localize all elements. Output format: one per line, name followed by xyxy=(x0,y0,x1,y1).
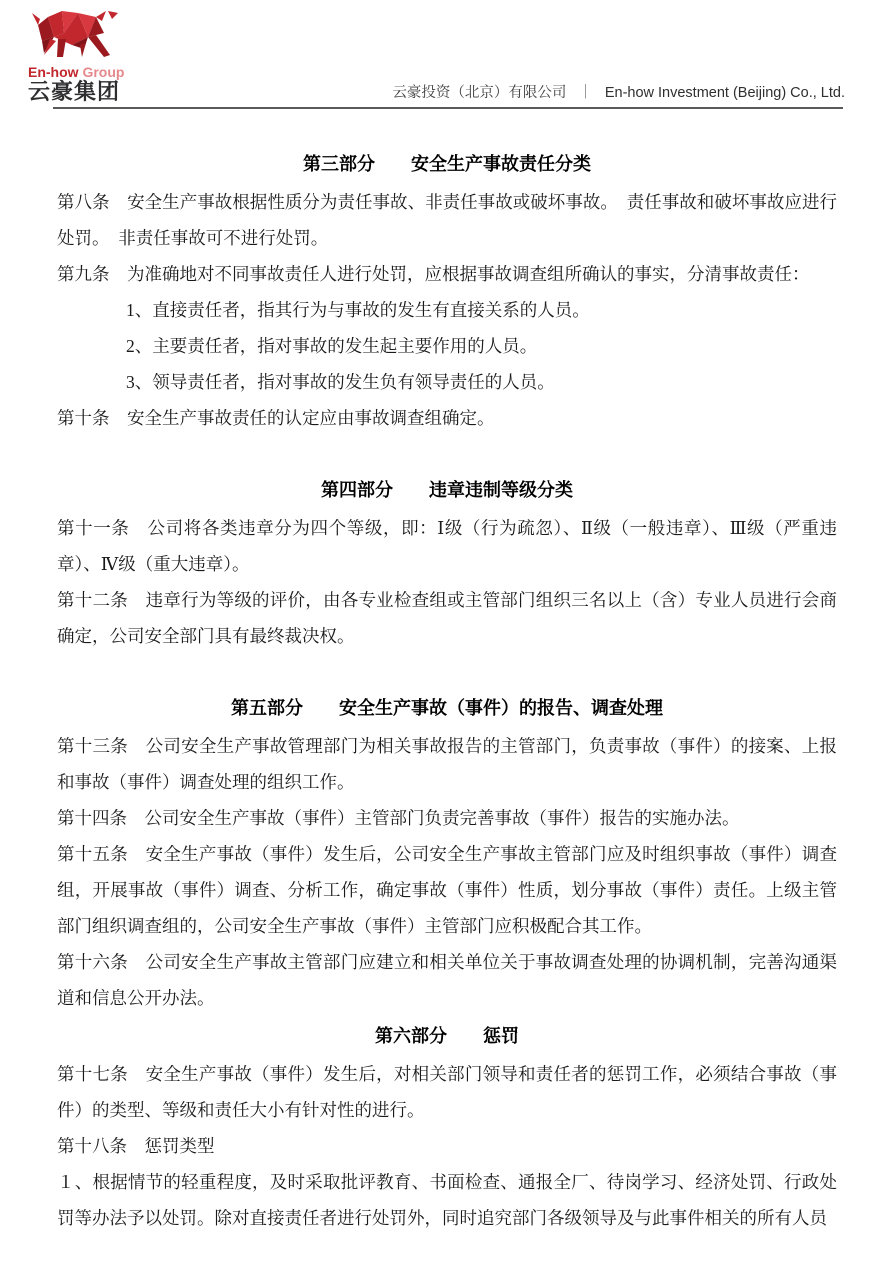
brand-name-en xyxy=(28,65,178,80)
paragraph: 第九条 为准确地对不同事故责任人进行处罚，应根据事故调查组所确认的事实，分清事故责任： xyxy=(57,264,810,284)
section-heading: 第三部分 安全生产事故责任分类 xyxy=(303,154,591,174)
company-logo xyxy=(28,10,178,103)
paragraph: 第十七条 安全生产事故（事件）发生后，对相关部门领导和责任者的惩罚工作，必须结合事故（事件）的类型、等级和责任大小有针对性的进行。 xyxy=(57,1064,837,1120)
brand-name-cn: 云豪集团 xyxy=(28,79,121,104)
document-section xyxy=(57,144,837,436)
document-section xyxy=(57,470,837,654)
paragraph: 1、直接责任者，指其行为与事故的发生有直接关系的人员。 xyxy=(126,300,590,320)
paragraph: 第十一条 公司将各类违章分为四个等级，即：Ⅰ级（行为疏忽）、Ⅱ级（一般违章）、Ⅲ级（严重违章）、Ⅳ级（重大违章）。 xyxy=(57,518,837,574)
document-body xyxy=(57,138,837,1236)
document-section xyxy=(57,688,837,1016)
paragraph: 2、主要责任者，指对事故的发生起主要作用的人员。 xyxy=(126,336,538,356)
document-section xyxy=(57,1016,837,1236)
company-name-separator: ｜ xyxy=(578,85,593,101)
paragraph: 第十三条 公司安全生产事故管理部门为相关事故报告的主管部门，负责事故（事件）的接案、上报和事故（事件）调查处理的组织工作。 xyxy=(57,736,837,792)
letterhead-company-line xyxy=(392,81,845,102)
paragraph: 第十八条 惩罚类型 xyxy=(57,1136,215,1156)
paragraph: 第十条 安全生产事故责任的认定应由事故调查组确定。 xyxy=(57,408,495,428)
section-heading: 第五部分 安全生产事故（事件）的报告、调查处理 xyxy=(231,698,663,718)
brand-name-en-secondary: Group xyxy=(82,64,125,80)
section-heading: 第六部分 惩罚 xyxy=(375,1026,519,1046)
company-name-en: En-how Investment (Beijing) Co., Ltd. xyxy=(604,85,845,101)
paragraph: 第十五条 安全生产事故（事件）发生后，公司安全生产事故主管部门应及时组织事故（事件）调查组，开展事故（事件）调查、分析工作，确定事故（事件）性质，划分事故（事件）责任。上级主管部门组织调查组的，公司安全生产事故（事件）主管部门应积极配合其工作。 xyxy=(57,844,837,936)
paragraph: １、根据情节的轻重程度，及时采取批评教育、书面检查、通报全厂、待岗学习、经济处罚、行政处罚等办法予以处罚。除对直接责任者进行处罚外，同时追究部门各级领导及与此事件相关的所有人员 xyxy=(57,1172,837,1228)
company-name-cn: 云豪投资（北京）有限公司 xyxy=(392,85,567,101)
paragraph: 第十四条 公司安全生产事故（事件）主管部门负责完善事故（事件）报告的实施办法。 xyxy=(57,808,740,828)
paragraph: 第八条 安全生产事故根据性质分为责任事故、非责任事故或破坏事故。 责任事故和破坏事故应进行处罚。 非责任事故可不进行处罚。 xyxy=(57,192,837,248)
brand-name-en-primary: En-how xyxy=(28,64,79,80)
header-divider xyxy=(53,107,843,109)
paragraph: 第十六条 公司安全生产事故主管部门应建立和相关单位关于事故调查处理的协调机制，完善沟通渠道和信息公开办法。 xyxy=(57,952,837,1008)
bull-logo-icon xyxy=(32,10,126,60)
section-heading: 第四部分 违章违制等级分类 xyxy=(321,480,573,500)
paragraph: 第十二条 违章行为等级的评价，由各专业检查组或主管部门组织三名以上（含）专业人员进行会商确定，公司安全部门具有最终裁决权。 xyxy=(57,590,837,646)
paragraph: 3、领导责任者，指对事故的发生负有领导责任的人员。 xyxy=(126,372,555,392)
